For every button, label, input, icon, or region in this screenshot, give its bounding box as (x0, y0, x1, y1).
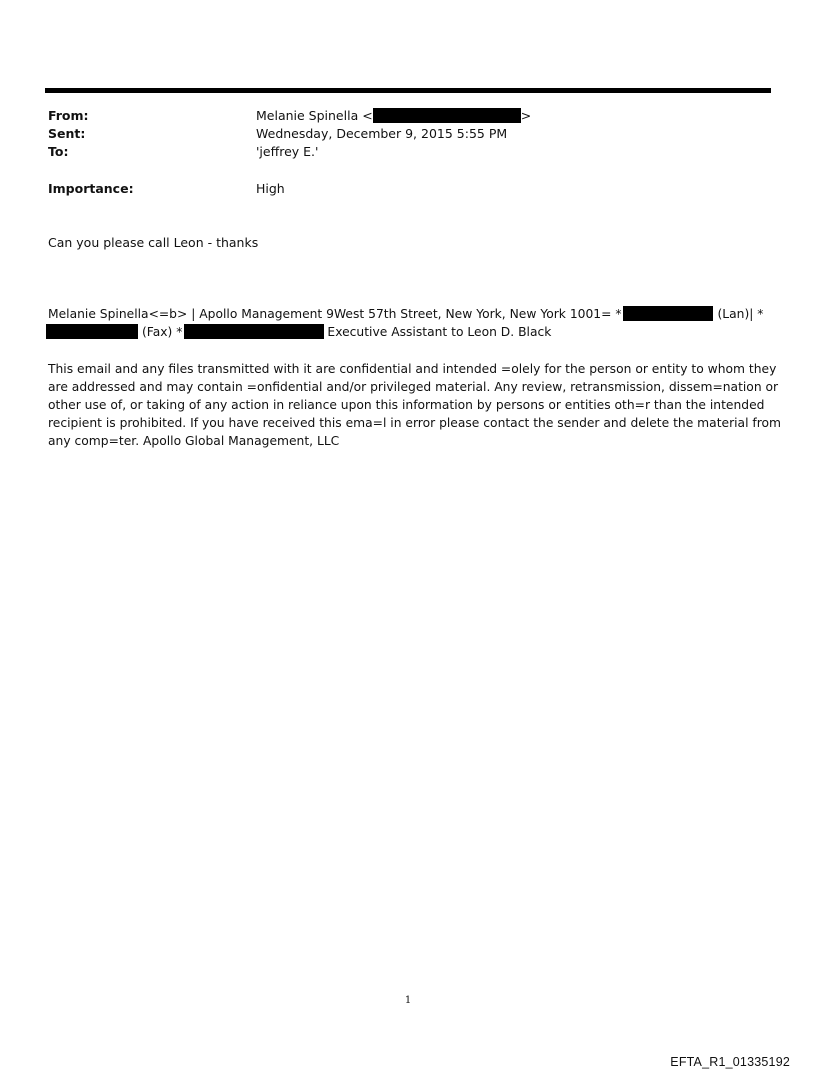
disclaimer-line: any comp=ter. Apollo Global Management, LLC (48, 434, 340, 448)
to-label: To: (48, 144, 69, 159)
document-id: EFTA_R1_01335192 (670, 1055, 790, 1069)
signature-address: Melanie Spinella<=b> | Apollo Management 9West 57th Street, New York, New York 1001= * (48, 307, 622, 321)
from-name: Melanie Spinella < (256, 108, 373, 123)
from-row (48, 107, 768, 125)
importance-row (48, 180, 768, 198)
message-body: Can you please call Leon - thanks (48, 235, 259, 250)
page-number: 1 (404, 995, 412, 1006)
to-row (48, 143, 768, 161)
disclaimer-line: recipient is prohibited. If you have received this ema=l in error please contact the sender and delete the material from (48, 416, 782, 430)
signature-fax: (Fax) * (142, 325, 183, 339)
disclaimer-line: This email and any files transmitted with it are confidential and intended =olely for the person or entity to whom they (48, 362, 777, 376)
importance-label: Importance: (48, 181, 134, 196)
disclaimer (48, 360, 782, 450)
to-value: 'jeffrey E.' (256, 144, 319, 159)
from-close: > (520, 108, 532, 123)
signature-line-1 (48, 305, 763, 323)
disclaimer-line: other use of, or taking of any action in reliance upon this information by persons or entities oth=r than the intended (48, 398, 765, 412)
redaction-block (373, 108, 521, 123)
sent-label: Sent: (48, 126, 86, 141)
signature-title: Executive Assistant to Leon D. Black (327, 325, 552, 339)
from-label: From: (48, 108, 89, 123)
signature-lan: (Lan)| * (717, 307, 764, 321)
redaction-block (623, 306, 713, 321)
importance-value: High (256, 181, 285, 196)
redaction-block (46, 324, 138, 339)
sent-value: Wednesday, December 9, 2015 5:55 PM (256, 126, 508, 141)
from-value (256, 107, 531, 125)
disclaimer-line: are addressed and may contain =onfidential and/or privileged material. Any review, retransmission, dissem=nation or (48, 380, 779, 394)
signature-line-2 (46, 323, 551, 341)
redaction-block (184, 324, 324, 339)
sent-row (48, 125, 768, 143)
header-rule (45, 88, 771, 93)
